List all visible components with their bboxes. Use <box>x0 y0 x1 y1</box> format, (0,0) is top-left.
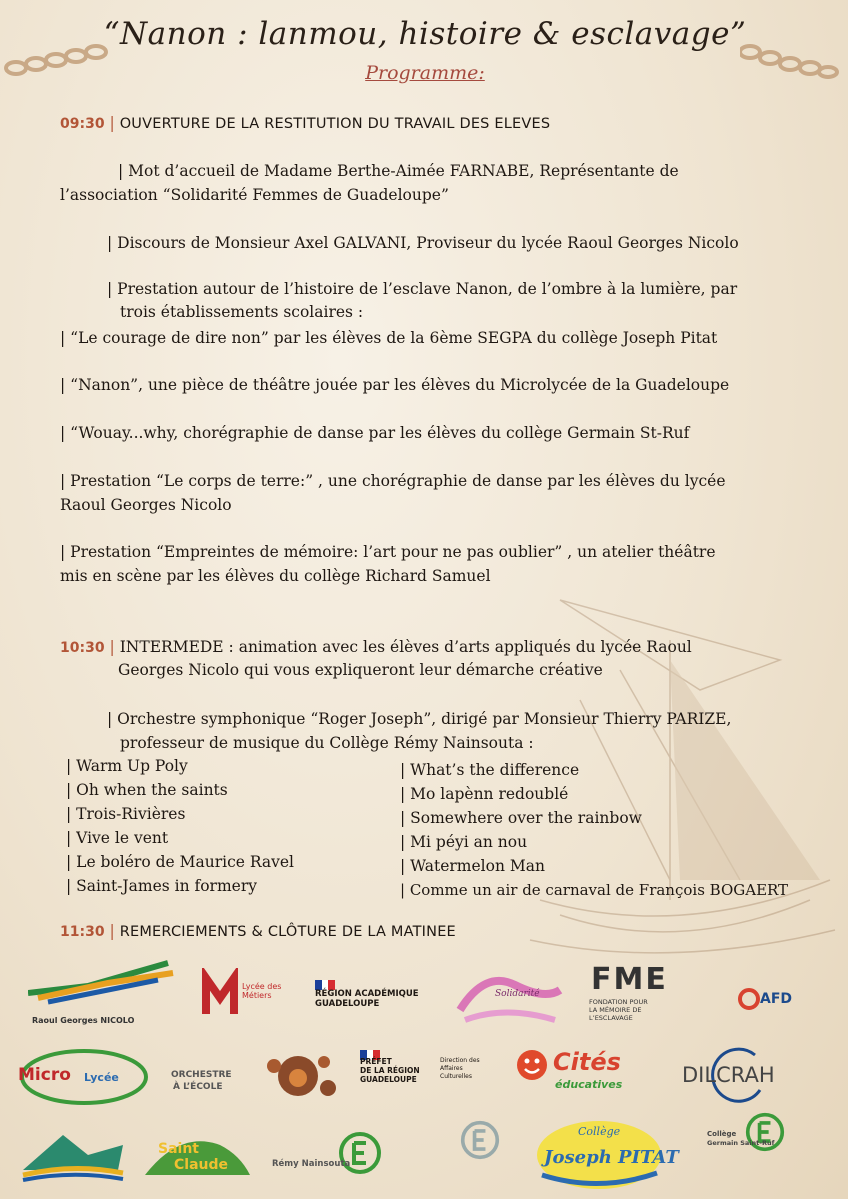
prestation-line-1: | Prestation autour de l’histoire de l’esclave Nanon, de l’ombre à la lumière, par <box>107 280 738 298</box>
prestation-line-2: trois établissements scolaires : <box>120 303 364 321</box>
empreintes-line-2: mis en scène par les élèves du collège Richard Samuel <box>60 567 491 585</box>
smiley-face-icon <box>515 1048 549 1082</box>
solidarite-swirl-icon <box>455 965 565 1035</box>
section-1030-heading: 10:30 | INTERMEDE : animation avec les élèves d’arts appliqués du lycée Raoul <box>60 638 692 656</box>
song-item: | Mi péyi an nou <box>400 833 528 851</box>
accueil-line-2: l’association “Solidarité Femmes de Guadeloupe” <box>60 186 449 204</box>
song-item: | Le boléro de Maurice Ravel <box>66 853 295 871</box>
logo-college-remy-nainsouta: Rémy Nainsouta <box>268 1125 388 1185</box>
time-1030: 10:30 <box>60 640 105 656</box>
broken-chain-right-icon <box>740 40 840 80</box>
logo-college-joseph-pitat: Collège Joseph PITAT <box>532 1115 667 1193</box>
time-1130: 11:30 <box>60 924 105 940</box>
logo-afd: AFD <box>738 988 813 1018</box>
song-list-left <box>66 755 294 897</box>
heading-remerciements: REMERCIEMENTS & CLÔTURE DE LA MATINEE <box>119 924 456 940</box>
accueil-line-1: | Mot d’accueil de Madame Berthe-Aimée FARNABE, Représentante de <box>118 162 679 180</box>
logo-splash <box>258 1048 343 1103</box>
corps-line-2: Raoul Georges Nicolo <box>60 496 232 514</box>
song-item: | Vive le vent <box>66 829 169 847</box>
section-0930-heading: 09:30 | OUVERTURE DE LA RESTITUTION DU TRAVAIL DES ELEVES <box>60 114 551 132</box>
education-e-icon <box>460 1120 500 1160</box>
logo-college-germain-saint-ruf: Collège Germain Saint-Ruf <box>705 1112 790 1192</box>
song-item: | Somewhere over the rainbow <box>400 809 642 827</box>
song-item: | Saint-James in formery <box>66 877 258 895</box>
nicolo-emblem-icon <box>28 958 178 1008</box>
logo-fme: FME FONDATION POUR LA MÉMOIRE DE L’ESCLAVAGE <box>589 962 668 1022</box>
logo-saint-claude: Saint Claude <box>140 1125 255 1190</box>
logo-lycee-nicolo: Raoul Georges NICOLO <box>28 958 178 1030</box>
logo-microlycee: Micro Lycée <box>14 1045 154 1110</box>
song-item: | Warm Up Poly <box>66 757 188 775</box>
song-item: | Trois-Rivières <box>66 805 186 823</box>
section-1130-heading: 11:30 | REMERCIEMENTS & CLÔTURE DE LA MATINEE <box>60 922 456 940</box>
song-item: | Mo lapènn redoublé <box>400 785 569 803</box>
logo-region-academique: RÉGION ACADÉMIQUE GUADELOUPE <box>315 975 445 1025</box>
paint-splash-icon <box>258 1048 343 1103</box>
empreintes-line-1: | Prestation “Empreintes de mémoire: l’art pour ne pas oublier” , un atelier théâtre <box>60 543 716 561</box>
logo-college-richard-samuel <box>420 1120 505 1180</box>
afd-circle-icon <box>738 988 760 1010</box>
broken-chain-left-icon <box>4 40 114 80</box>
nanon-line: | “Nanon”, une pièce de théâtre jouée par les élèves du Microlycée de la Guadeloupe <box>60 376 730 394</box>
courage-line: | “Le courage de dire non” par les élèves de la 6ème SEGPA du collège Joseph Pitat <box>60 329 718 347</box>
mountain-wave-icon <box>18 1125 128 1183</box>
wouay-line: | “Wouay...why, chorégraphie de danse par les élèves du collège Germain St-Ruf <box>60 424 690 442</box>
orchestre-line-1: | Orchestre symphonique “Roger Joseph”, dirigé par Monsieur Thierry PARIZE, <box>107 710 732 728</box>
logo-mountain <box>18 1125 128 1183</box>
heading-intermede: INTERMEDE : animation avec les élèves d’arts appliqués du lycée Raoul <box>119 638 692 656</box>
song-item: | What’s the difference <box>400 761 580 779</box>
logo-lycee-des-metiers: Lycée des Métiers <box>200 968 295 1028</box>
song-item: | Comme un air de carnaval de François BOGAERT <box>400 881 789 899</box>
logo-solidarite-femmes: Solidarité <box>455 965 565 1035</box>
metiers-m-icon <box>200 968 240 1020</box>
song-item: | Watermelon Man <box>400 857 545 875</box>
time-0930: 09:30 <box>60 116 105 132</box>
discours-line: | Discours de Monsieur Axel GALVANI, Proviseur du lycée Raoul Georges Nicolo <box>107 234 739 252</box>
logo-cites-educatives: Cités éducatives <box>515 1048 645 1103</box>
logo-dilcrah: DILCRAH <box>680 1045 780 1105</box>
programme-subtitle: Programme: <box>365 62 485 84</box>
logo-prefet-region: PRÉFET DE LA RÉGION GUADELOUPE Direction des Affaires Culturelles <box>360 1045 500 1090</box>
heading-ouverture: OUVERTURE DE LA RESTITUTION DU TRAVAIL DES ELEVES <box>119 116 551 132</box>
intermede-line-2: Georges Nicolo qui vous expliqueront leur démarche créative <box>118 661 603 679</box>
logo-orchestre-ecole: ORCHESTRE À L’ÉCOLE <box>171 1070 232 1092</box>
orchestre-line-2: professeur de musique du Collège Rémy Nainsouta : <box>120 734 534 752</box>
corps-line-1: | Prestation “Le corps de terre:” , une chorégraphie de danse par les élèves du lycée <box>60 472 726 490</box>
song-list-right <box>400 759 788 901</box>
song-item: | Oh when the saints <box>66 781 228 799</box>
event-title: “Nanon : lanmou, histoire & esclavage” <box>103 16 747 52</box>
